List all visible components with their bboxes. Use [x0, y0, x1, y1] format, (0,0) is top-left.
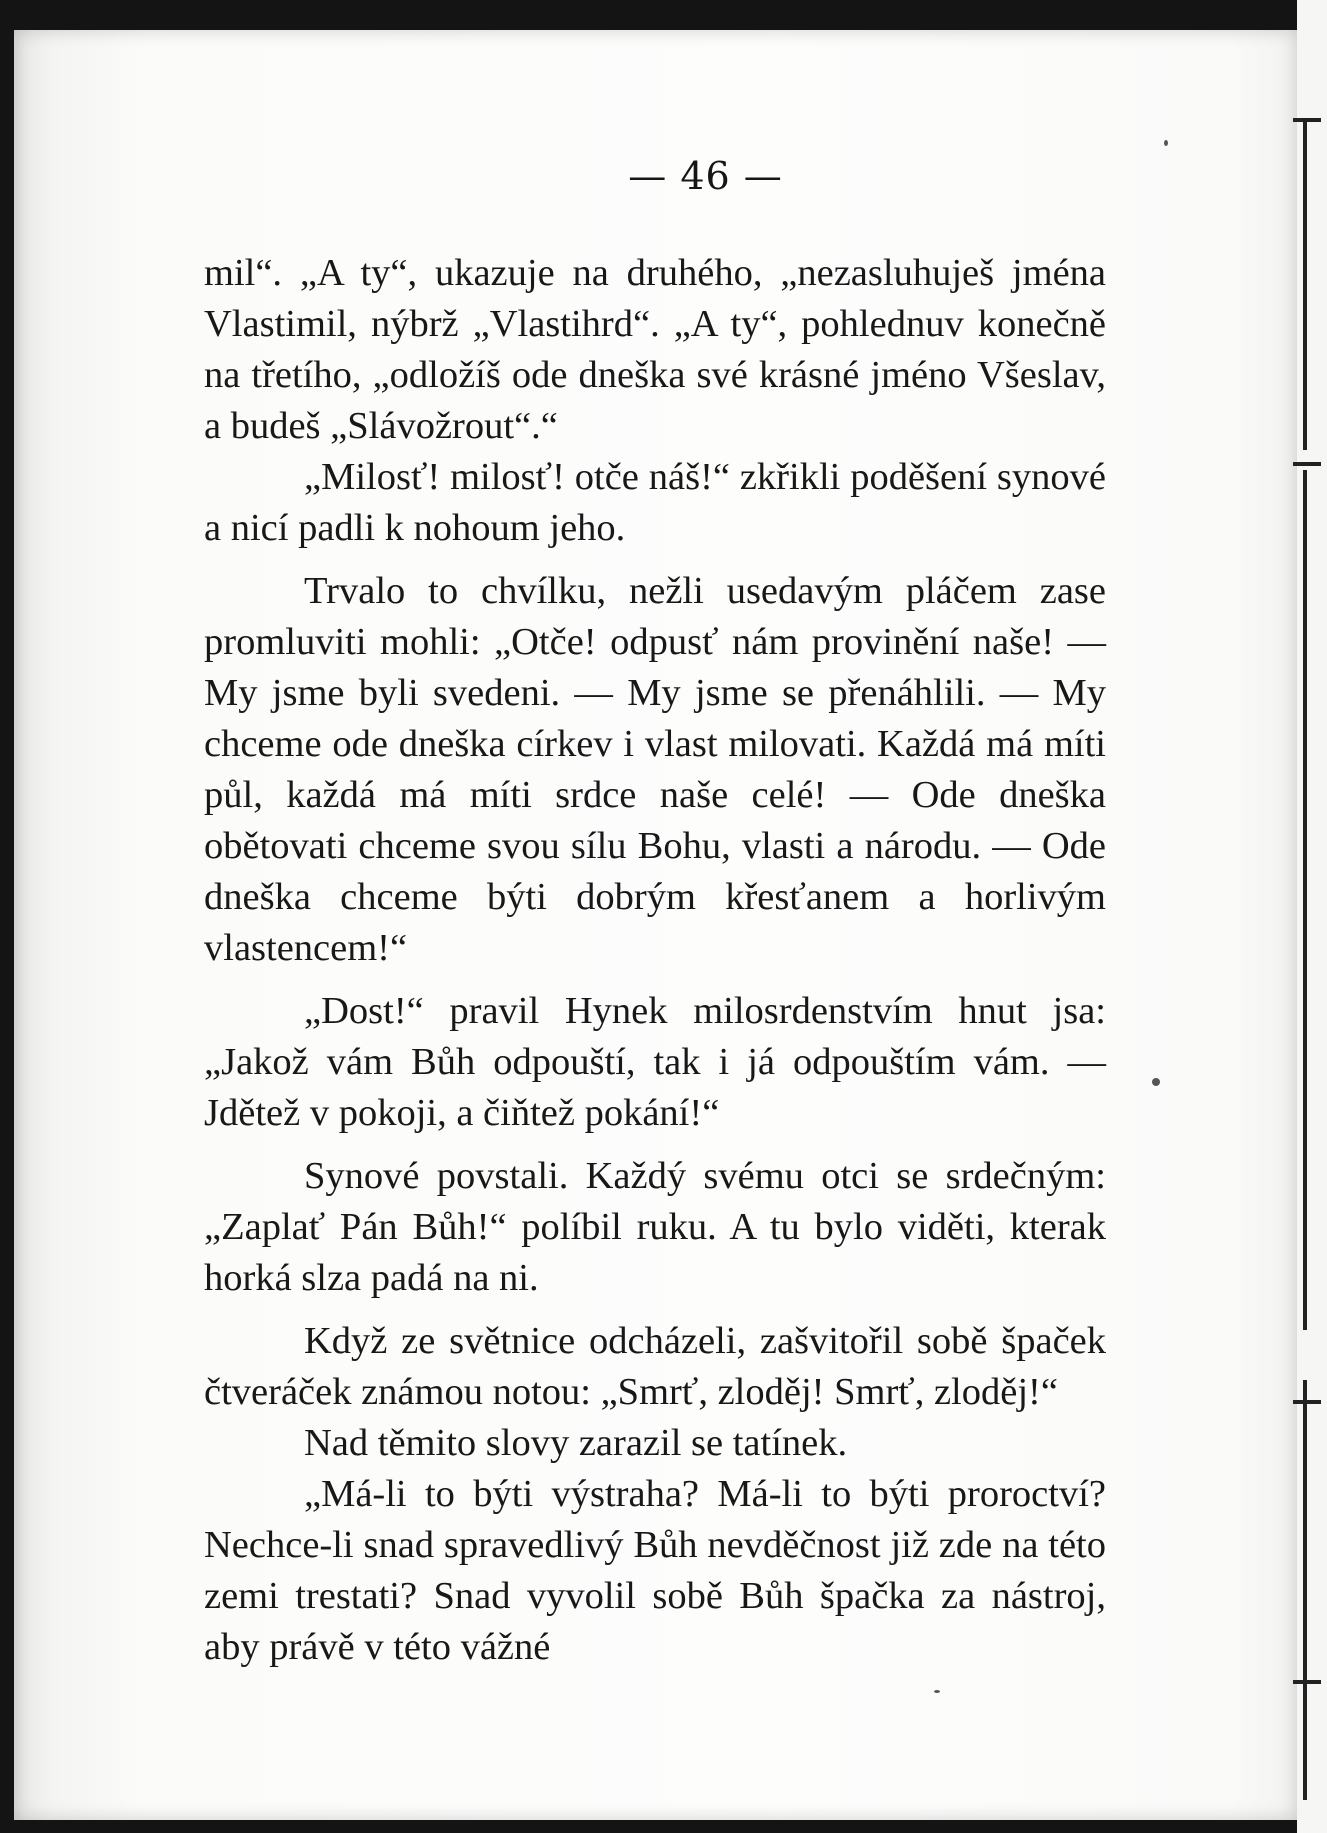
page-number: — 46 —: [628, 154, 783, 198]
paragraph-7: Nad těmito slovy zarazil se tatínek.: [304, 1422, 848, 1464]
paragraph-1: mil“. „A ty“, ukazuje na druhého, „nezasluhuješ jména Vlastimil, nýbrž „Vlastihrd“. „A ty“, pohlednuv konečně na třetího, „odložíš ode dneška své krásné jméno Všeslav, a budeš „Slávožrout“.“: [204, 252, 1106, 447]
binding-rule: [1303, 120, 1307, 450]
binding-rule: [1303, 1380, 1307, 1800]
binding-tick: [1293, 1680, 1321, 1684]
paper-sheet: [14, 30, 1297, 1820]
paragraph-8: „Má-li to býti výstraha? Má-li to býti proroctví? Nechce-li snad spravedlivý Bůh nevděčnost již zde na této zemi trestati? Snad vyvolil sobě Bůh špačka za nástroj, aby právě v této vážné: [204, 1473, 1106, 1668]
body-text: [204, 248, 1106, 1673]
paper-speck: [934, 1690, 940, 1693]
binding-tick: [1293, 118, 1321, 122]
binding-tick: [1293, 462, 1321, 466]
paragraph-4: „Dost!“ pravil Hynek milosrdenstvím hnut jsa: „Jakož vám Bůh odpouští, tak i já odpouštím vám. — Jdětež v pokoji, a čiňtež pokání!“: [204, 990, 1106, 1134]
binding-rule: [1303, 470, 1307, 1330]
paragraph-3: Trvalo to chvílku, nežli usedavým pláčem zase promluviti mohli: „Otče! odpusť nám provinění naše! — My jsme byli svedeni. — My jsme se přenáhlili. — My chceme ode dneška církev i vlast milovati. Každá má míti půl, každá má míti srdce naše celé! — Ode dneška obětovati chceme svou sílu Bohu, vlasti a národu. — Ode dneška chceme býti dobrým křesťanem a horlivým vlastencem!“: [204, 570, 1106, 969]
binding-tick: [1293, 1400, 1321, 1404]
paper-speck: [1152, 1078, 1160, 1086]
paper-speck: [1164, 140, 1168, 146]
paragraph-5: Synové povstali. Každý svému otci se srdečným: „Zaplať Pán Bůh!“ políbil ruku. A tu bylo viděti, kterak horká slza padá na ni.: [204, 1155, 1106, 1299]
binding-edge: [1297, 0, 1327, 1833]
paragraph-6: Když ze světnice odcházeli, zašvitořil sobě špaček čtveráček známou notou: „Smrť, zloděj! Smrť, zloděj!“: [204, 1320, 1106, 1413]
paragraph-2: „Milosť! milosť! otče náš!“ zkřikli poděšení synové a nicí padli k nohoum jeho.: [204, 456, 1106, 549]
